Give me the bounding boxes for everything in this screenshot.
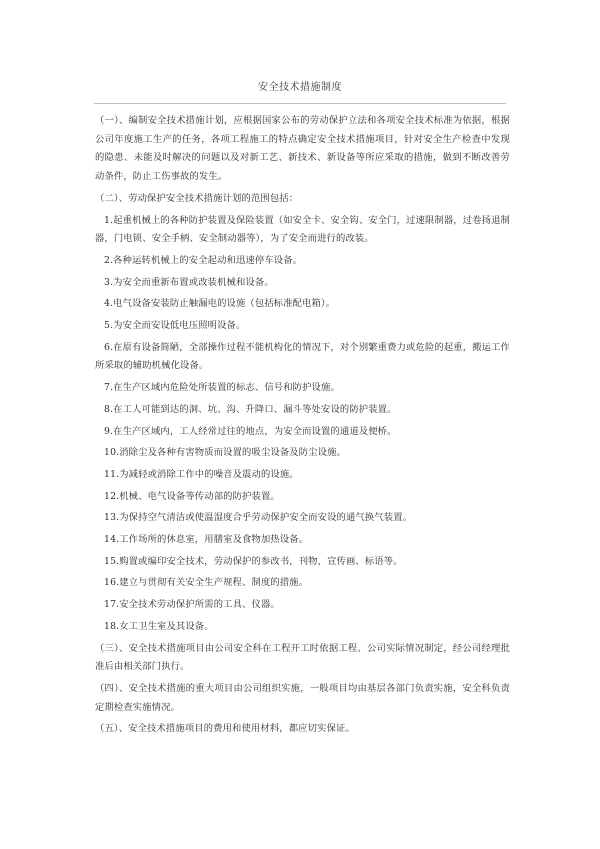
list-item: 11.为减轻或消除工作中的噪音及震动的设施。 xyxy=(104,468,299,480)
list-item: 18.女工卫生室及其设备。 xyxy=(104,620,214,632)
list-item: 7.在生产区域内危险处所装置的标志、信号和防护设施。 xyxy=(104,382,340,394)
list-item: 5.为安全而安设低电压照明设备。 xyxy=(104,320,246,332)
title-divider xyxy=(94,103,506,104)
list-item: 13.为保持空气清洁或使温湿度合乎劳动保护安全而安设的通气换气装置。 xyxy=(104,512,413,524)
list-item: 1.起重机械上的各种防护装置及保险装置（如安全卡、安全钩、安全门，过速限制器，过卷扬退制器，门电锁、安全手柄、安全制动器等），为了安全而进行的改装。 xyxy=(95,214,510,245)
section-4-paragraph: （四）、安全技术措施的重大项目由公司组织实施，一般项目均由基层各部门负责实施，安全科负责定期检查实施情况。 xyxy=(95,682,510,713)
list-item: 12.机械、电气设备等传动部的防护装置。 xyxy=(104,490,280,502)
list-item: 2.各种运转机械上的安全起动和迅速停车设备。 xyxy=(104,254,303,266)
section-5-paragraph: （五）、安全技术措施项目的费用和使用材料，都应切实保证。 xyxy=(95,723,355,735)
list-item: 6.在原有设备简陋，全部操作过程不能机构化的情况下，对个别繁重费力或危险的起重，搬运工作所采取的辅助机械化设备。 xyxy=(95,341,510,372)
list-item: 10.消除尘及各种有害物质而设置的吸尘设备及防尘设施。 xyxy=(104,447,346,459)
list-item: 9.在生产区域内，工人经常过往的地点，为安全而设置的通道及便桥。 xyxy=(104,425,397,437)
section-2-heading: （二）、劳动保护安全技术措施计划的范围包括： xyxy=(95,192,299,204)
section-3-paragraph: （三）、安全技术措施项目由公司安全科在工程开工时依据工程、公司实际情况制定，经公司经理批准后由相关部门执行。 xyxy=(95,642,510,673)
list-item: 8.在工人可能到达的洞、坑、沟、升降口、漏斗等处安设的防护装置。 xyxy=(104,403,397,415)
list-item: 14.工作场所的休息室，用膳室及食物加热设备。 xyxy=(104,534,309,546)
document-title: 安全技术措施制度 xyxy=(258,82,342,93)
document-body xyxy=(95,112,510,742)
section-1-paragraph: （一）、编制安全技术措施计划，应根据国家公布的劳动保护立法和各项安全技术标准为依据，根据公司年度施工生产的任务，各项工程施工的特点确定安全技术措施项目，针对安全生产检查中发现的隐患、未能及时解决的问题以及对新工艺、新技术、新设备等所应采取的措施，做到不断改善劳动条件，防止工伤事故的发生。 xyxy=(95,115,510,183)
list-item: 4.电气设备安装防止触漏电的设施（包括标准配电箱）。 xyxy=(104,298,336,310)
list-item: 16.建立与贯彻有关安全生产规程、制度的措施。 xyxy=(104,577,309,589)
list-item: 17.安全技术劳动保护所需的工具、仪器。 xyxy=(104,599,280,611)
list-item: 3.为安全而重新布置或改装机械和设备。 xyxy=(104,276,274,288)
list-item: 15.购置或编印安全技术，劳动保护的参改书，刊物，宣传画、标语等。 xyxy=(104,555,403,567)
